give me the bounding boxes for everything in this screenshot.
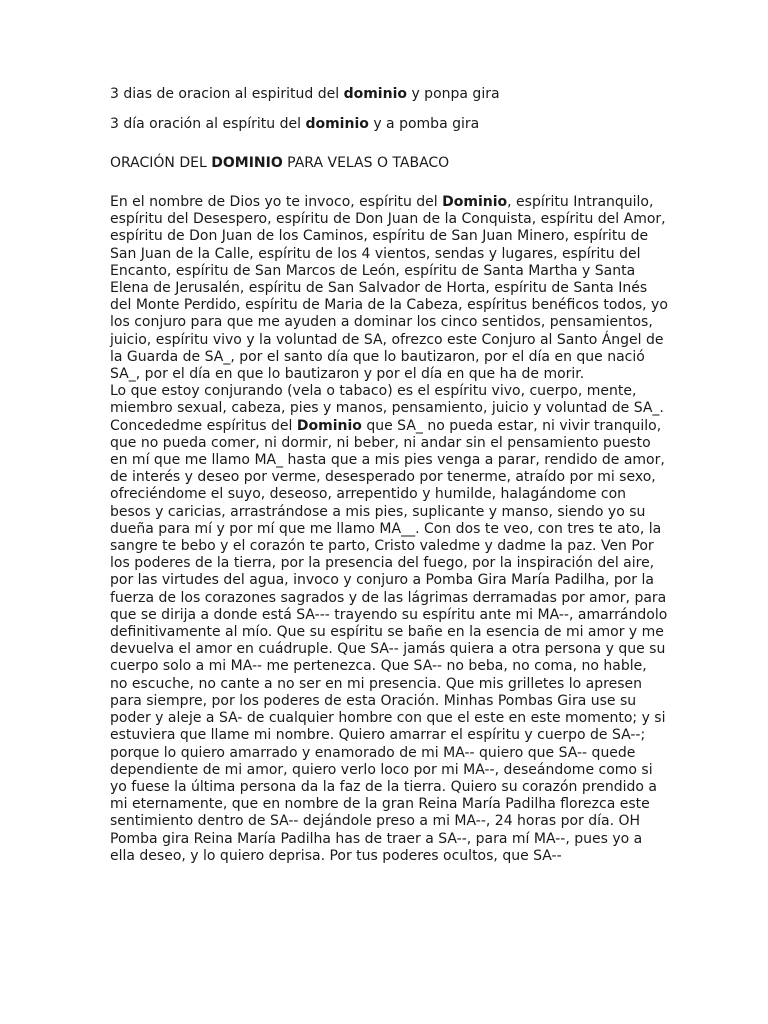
paragraph-1-tail: , espíritu Intranquilo, espíritu del Desespero, espíritu de Don Juan de la Conquista, espíritu del Amor, espíritu de Don Juan de los Caminos, espíritu de San Juan Minero, espíritu de San Juan de la Calle, espíritu de los 4 vientos, sendas y lugares, espíritu del Encanto, espíritu de San Marcos de León, espíritu de Santa Martha y Santa Elena de Jerusalén, espíritu de San Salvador de Horta, espíritu de Santa Inés del Monte Perdido, espíritu de Maria de la Cabeza, espíritus benéficos todos, yo los conjuro para que me ayuden a dominar los cinco sentidos, pensamientos, juicio, espíritu vivo y la voluntad de SA, ofrezco este Conjuro al Santo Ángel de la Guarda de SA_, por el santo día que lo bautizaron, por el día en que nació SA_, por el día en que lo bautizaron y por el día en que ha de morir. xyxy=(110,194,668,383)
paragraph-1-text: En el nombre de Dios yo te invoco, espíritu del xyxy=(110,194,443,210)
paragraph-2: Lo que estoy conjurando (vela o tabaco) es el espíritu vivo, cuerpo, mente, miembro sexual, cabeza, pies y manos, pensamiento, juicio y voluntad de SA_. xyxy=(110,383,664,417)
heading-1-bold: dominio xyxy=(343,86,407,102)
heading-2-tail: y a pomba gira xyxy=(368,116,480,132)
paragraph-1-bold: Dominio xyxy=(442,194,508,210)
paragraph-1 xyxy=(110,194,668,383)
title-tail: PARA VELAS O TABACO xyxy=(282,155,450,171)
document-title xyxy=(110,153,668,173)
heading-1-tail: y ponpa gira xyxy=(407,86,500,102)
paragraph-3-text: Concededme espíritus del xyxy=(110,417,297,434)
heading-1-text: 3 dias de oracion al espiritud del xyxy=(110,86,344,102)
heading-2-text: 3 día oración al espíritu del xyxy=(110,116,306,132)
heading-line-2 xyxy=(110,114,668,134)
heading-line-1 xyxy=(110,84,668,104)
title-bold: DOMINIO xyxy=(211,155,283,171)
paragraph-3 xyxy=(110,418,668,865)
document-body xyxy=(110,194,668,865)
paragraph-3-bold: Dominio xyxy=(296,417,362,434)
paragraph-3-tail: que SA_ no pueda estar, ni vivir tranquilo, que no pueda comer, ni dormir, ni beber, ni andar sin el pensamiento puesto en mí que me llamo MA_ hasta que a mis pies venga a parar, rendido de amor, de interés y deseo por verme, desesperado por tenerme, atraído por mi sexo, ofreciéndome el suyo, deseoso, arrepentido y humilde, halagándome con besos y caricias, arrastrándose a mis pies, suplicante y manso, siendo yo su dueña para mí y por mí que me llamo MA__. Con dos te veo, con tres te ato, la sangre te bebo y el corazón te parto, Cristo valedme y dadme la paz. Ven Por los poderes de la tierra, por la presencia del fuego, por la inspiración del aire, por las virtudes del agua, invoco y conjuro a Pomba Gira María Padilha, por la fuerza de los corazones sagrados y de las lágrimas derramadas por amor, para que se dirija a donde está SA--- trayendo su espíritu ante mi MA--, amarrándolo definitivamente al mío. Que su espíritu se bañe en la esencia de mi amor y me devuelva el amor en cuádruple. Que SA-- jamás quiera a otra persona y que su cuerpo solo a mi MA-- me pertenezca. Que SA-- no beba, no coma, no hable, no escuche, no cante a no ser en mi presencia. Que mis grilletes lo apresen para siempre, por los poderes de esta Oración. Minhas Pombas Gira use su poder y aleje a SA- de cualquier hombre con que el este en este momento; y si estuviera que llame mi nombre. Quiero amarrar el espíritu y cuerpo de SA--; porque lo quiero amarrado y enamorado de mi MA-- quiero que SA-- quede dependiente de mi amor, quiero verlo loco por mi MA--, deseándome como si yo fuese la última persona da la faz de la tierra. Quiero su corazón prendido a mi eternamente, que en nombre de la gran Reina María Padilha florezca este sentimiento dentro de SA-- dejándole preso a mi MA--, 24 horas por día. OH Pomba gira Reina María Padilha has de traer a SA--, para mí MA--, pues yo a ella deseo, y lo quiero deprisa. Por tus poderes ocultos, que SA-- xyxy=(110,417,668,864)
heading-2-bold: dominio xyxy=(305,116,369,132)
title-text: ORACIÓN DEL xyxy=(110,155,212,171)
